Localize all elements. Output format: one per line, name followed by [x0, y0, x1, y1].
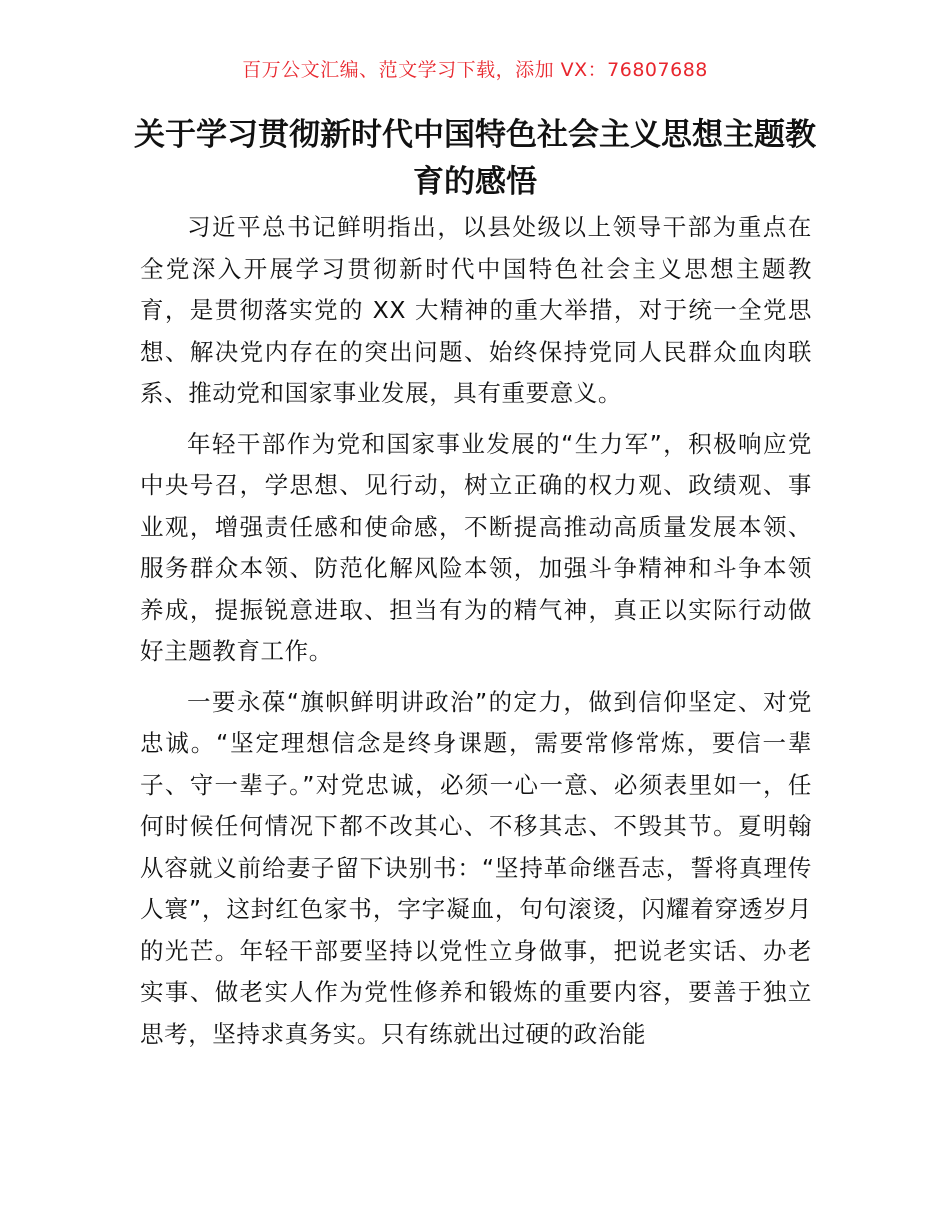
- header-banner: 百万公文汇编、范文学习下载，添加 VX：76807688: [242, 59, 708, 81]
- paragraph-young-cadres: 年轻干部作为党和国家事业发展的“生力军”，积极响应党中央号召，学思想、见行动，树立正确的权力观、政绩观、事业观，增强责任感和使命感，不断提高推动高质量发展本领、服务群众本领、防范化解风险本领，加强斗争精神和斗争本领养成，提振锐意进取、担当有为的精气神，真正以实际行动做好主题教育工作。: [140, 429, 812, 665]
- paragraph-point-one: 一要永葆“旗帜鲜明讲政治”的定力，做到信仰坚定、对党忠诚。“坚定理想信念是终身课题，需要常修常炼，要信一辈子、守一辈子。”对党忠诚，必须一心一意、必须表里如一，任何时候任何情况下都不改其心、不移其志、不毁其节。夏明翰从容就义前给妻子留下诀别书：“坚持革命继吾志，誓将真理传人寰”，这封红色家书，字字凝血，句句滚烫，闪耀着穿透岁月的光芒。年轻干部要坚持以党性立身做事，把说老实话、办老实事、做老实人作为党性修养和锻炼的重要内容，要善于独立思考，坚持求真务实。只有练就出过硬的政治能: [140, 687, 812, 1048]
- paragraph-intro: 习近平总书记鲜明指出，以县处级以上领导干部为重点在全党深入开展学习贯彻新时代中国特色社会主义思想主题教育，是贯彻落实党的 XX 大精神的重大举措，对于统一全党思想、解决党内存在的突出问题、始终保持党同人民群众血肉联系、推动党和国家事业发展，具有重要意义。: [140, 213, 812, 407]
- document-body: [140, 207, 812, 1064]
- document-title: 关于学习贯彻新时代中国特色社会主义思想主题教育的感悟: [134, 117, 816, 200]
